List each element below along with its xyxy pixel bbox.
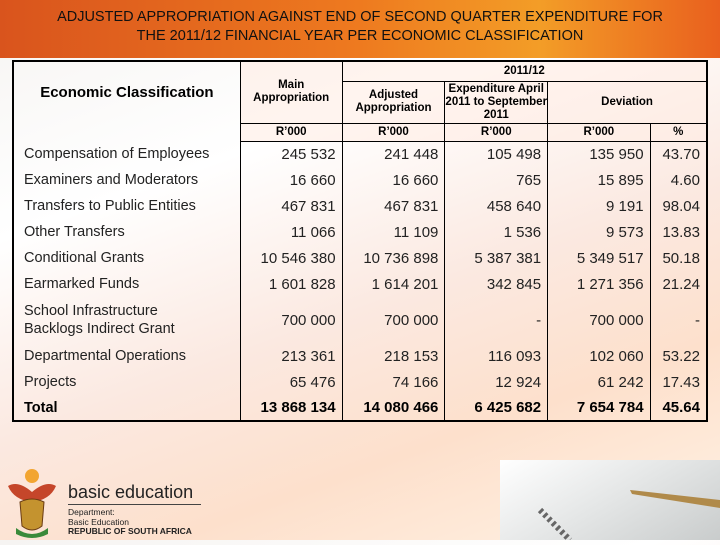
cell-value: 6 425 682 [445,395,548,421]
cell-value: 5 349 517 [548,245,650,271]
cell-value: 9 573 [548,219,650,245]
cell-value: 467 831 [240,193,342,219]
table-row [13,395,707,421]
cell-value: 765 [445,167,548,193]
cell-value: 105 498 [445,141,548,167]
title-line-2: THE 2011/12 FINANCIAL YEAR PER ECONOMIC CLASSIFICATION [136,28,584,44]
cell-value: 16 660 [342,167,445,193]
cell-value: 14 080 466 [342,395,445,421]
cell-value: 1 601 828 [240,271,342,297]
cell-value: 7 654 784 [548,395,650,421]
table-row [13,369,707,395]
title-line-1: ADJUSTED APPROPRIATION AGAINST END OF SECOND QUARTER EXPENDITURE FOR [57,9,663,25]
row-label: Examiners and Moderators [13,167,240,193]
row-label: School Infrastructure Backlogs Indirect Grant [13,297,240,343]
cell-value: 16 660 [240,167,342,193]
table-row [13,343,707,369]
cell-value: 13 868 134 [240,395,342,421]
table-row [13,141,707,167]
cell-value: 50.18 [650,245,707,271]
cell-value: 13.83 [650,219,707,245]
cell-value: - [445,297,548,343]
unit: R’000 [445,123,548,141]
unit: % [650,123,707,141]
footer [0,460,720,540]
row-label: Compensation of Employees [13,141,240,167]
unit: R’000 [342,123,445,141]
cell-value: 467 831 [342,193,445,219]
header-deviation: Deviation [548,81,707,123]
cell-value: 11 066 [240,219,342,245]
row-label: Transfers to Public Entities [13,193,240,219]
cell-value: 12 924 [445,369,548,395]
header-year: 2011/12 [342,61,707,81]
unit: R’000 [240,123,342,141]
cell-value: 17.43 [650,369,707,395]
header-expenditure: Expenditure April 2011 to September 2011 [445,81,548,123]
table-row [13,167,707,193]
cell-value: 700 000 [342,297,445,343]
header-classification: Economic Classification [13,61,240,123]
country-name: REPUBLIC OF SOUTH AFRICA [68,526,192,536]
cell-value: 61 242 [548,369,650,395]
appropriation-table [12,60,708,422]
cell-value: 9 191 [548,193,650,219]
row-label: Projects [13,369,240,395]
table-row [13,245,707,271]
cell-value: 700 000 [548,297,650,343]
cell-value: 21.24 [650,271,707,297]
cell-value: 1 536 [445,219,548,245]
cell-value: 1 271 356 [548,271,650,297]
cell-value: 4.60 [650,167,707,193]
cell-value: 135 950 [548,141,650,167]
coat-of-arms-logo [4,466,60,538]
cell-value: 241 448 [342,141,445,167]
cell-value: 342 845 [445,271,548,297]
row-label: Departmental Operations [13,343,240,369]
header-main: Main Appropriation [240,61,342,123]
cell-value: 218 153 [342,343,445,369]
department-label: Department: [68,507,115,517]
cell-value: - [650,297,707,343]
cell-value: 98.04 [650,193,707,219]
table-row [13,297,707,343]
department-name: Basic Education [68,517,129,527]
row-label: Total [13,395,240,421]
row-label: Conditional Grants [13,245,240,271]
cell-value: 116 093 [445,343,548,369]
unit: R’000 [548,123,650,141]
table-row [13,219,707,245]
cell-value: 10 546 380 [240,245,342,271]
notebook-pen-image [500,460,720,540]
cell-value: 10 736 898 [342,245,445,271]
cell-value: 74 166 [342,369,445,395]
cell-value: 43.70 [650,141,707,167]
brand-name: basic education [68,482,201,505]
cell-value: 213 361 [240,343,342,369]
cell-value: 5 387 381 [445,245,548,271]
cell-value: 65 476 [240,369,342,395]
cell-value: 458 640 [445,193,548,219]
row-label: Earmarked Funds [13,271,240,297]
cell-value: 700 000 [240,297,342,343]
cell-value: 15 895 [548,167,650,193]
slide-title [0,0,720,58]
header-adjusted: Adjusted Appropriation [342,81,445,123]
table-row [13,193,707,219]
cell-value: 102 060 [548,343,650,369]
table-row [13,271,707,297]
row-label: Other Transfers [13,219,240,245]
cell-value: 11 109 [342,219,445,245]
cell-value: 245 532 [240,141,342,167]
cell-value: 1 614 201 [342,271,445,297]
cell-value: 53.22 [650,343,707,369]
cell-value: 45.64 [650,395,707,421]
